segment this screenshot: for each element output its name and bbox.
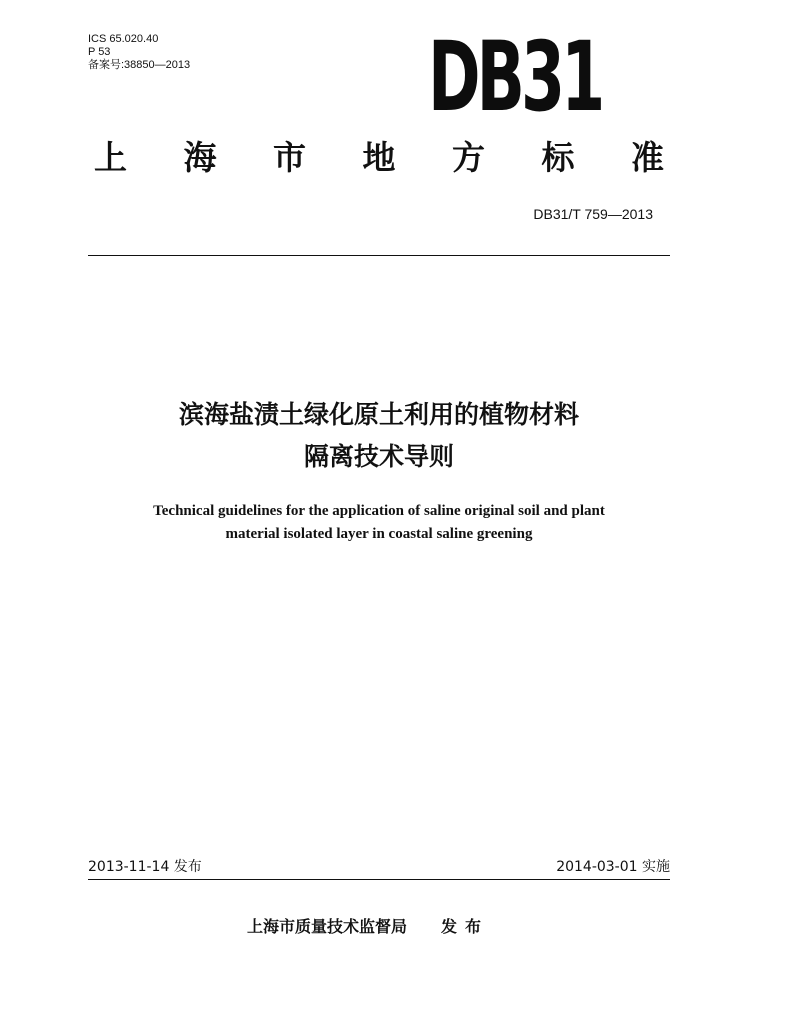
ccs-code: P 53 bbox=[88, 46, 111, 58]
standard-type-char: 市 bbox=[273, 138, 306, 177]
implementation-date: 2014-03-01 实施 bbox=[556, 859, 670, 875]
db31-logo: DB31 bbox=[428, 21, 602, 133]
standard-type-char: 准 bbox=[631, 138, 664, 177]
document-title-cn bbox=[88, 394, 670, 478]
top-divider bbox=[88, 255, 670, 256]
standard-type-char: 海 bbox=[183, 138, 217, 177]
standard-code: DB31/T 759—2013 bbox=[533, 206, 653, 222]
standard-type-title bbox=[94, 138, 664, 178]
publisher-action: 发布 bbox=[441, 917, 490, 936]
title-cn-line: 隔离技术导则 bbox=[303, 442, 454, 471]
record-number: 备案号:38850—2013 bbox=[88, 59, 191, 71]
publisher-name: 上海市质量技术监督局 bbox=[247, 917, 408, 936]
document-title-en bbox=[88, 500, 670, 546]
standard-type-char: 地 bbox=[362, 138, 396, 177]
publisher-line bbox=[247, 914, 489, 937]
standard-type-char: 上 bbox=[94, 138, 127, 177]
title-en-line: material isolated layer in coastal saline greening bbox=[225, 526, 533, 542]
standard-type-char: 方 bbox=[452, 138, 485, 177]
bottom-divider bbox=[88, 879, 670, 880]
ics-code: ICS 65.020.40 bbox=[88, 33, 159, 45]
title-cn-line: 滨海盐渍土绿化原土利用的植物材料 bbox=[178, 400, 579, 429]
standard-type-char: 标 bbox=[541, 138, 575, 177]
metadata-block bbox=[88, 33, 190, 72]
title-en-line: Technical guidelines for the application of saline original soil and plant bbox=[153, 503, 605, 519]
publish-date: 2013-11-14 发布 bbox=[88, 859, 202, 875]
